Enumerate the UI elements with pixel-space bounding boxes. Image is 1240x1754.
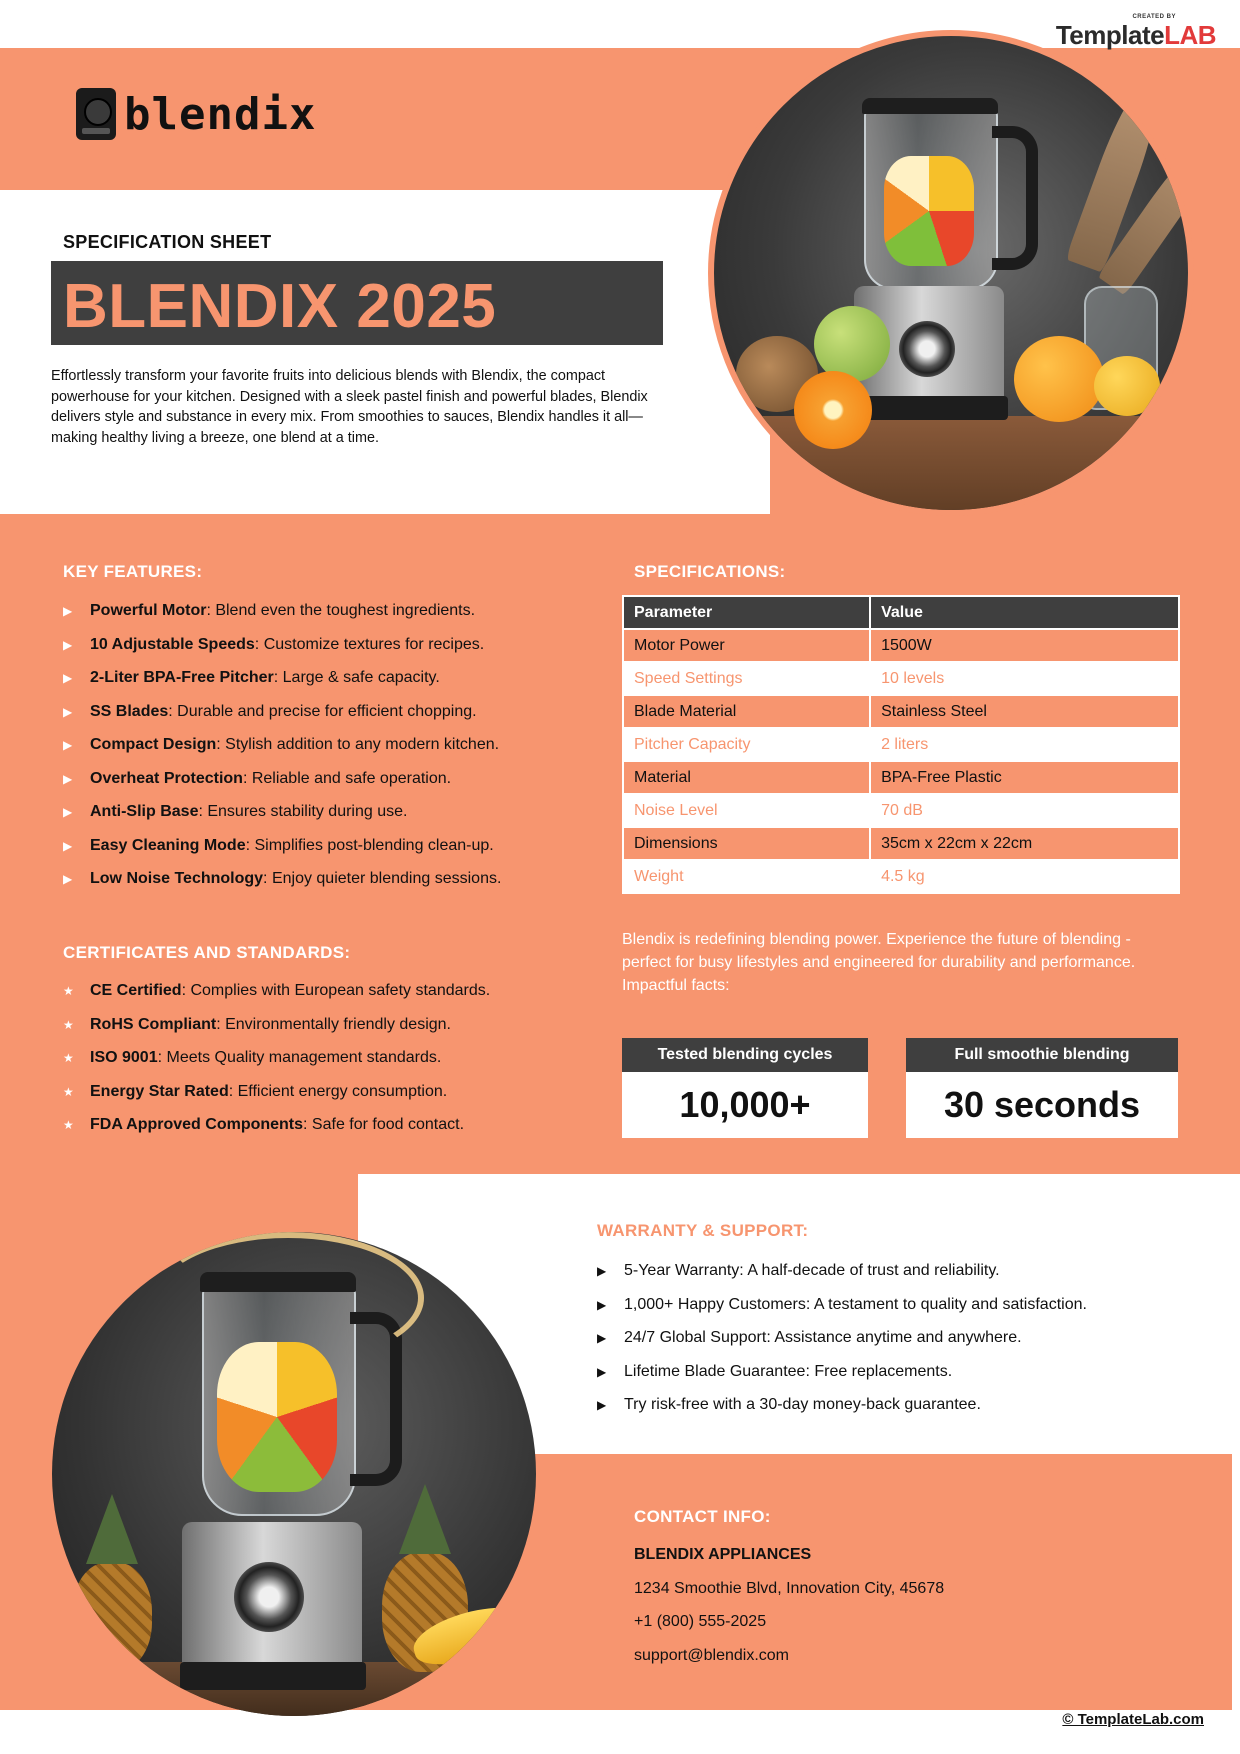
splash-swirl: [152, 1232, 424, 1364]
cert-name: ISO 9001: [90, 1049, 158, 1066]
cert-desc: : Complies with European safety standards.: [181, 982, 491, 999]
feature-desc: : Blend even the toughest ingredients.: [206, 602, 476, 619]
list-item: [597, 1328, 1217, 1362]
sheet-label: SPECIFICATION SHEET: [63, 232, 272, 252]
certificates-list: [63, 981, 583, 1149]
warranty-text: 24/7 Global Support: Assistance anytime and anywhere.: [624, 1329, 1022, 1346]
feature-desc: : Customize textures for recipes.: [254, 635, 485, 653]
cert-desc: : Efficient energy consumption.: [228, 1082, 448, 1100]
value-cell: 10 levels: [870, 662, 1179, 695]
blendix-logo: [76, 88, 316, 140]
table-row: [623, 761, 1179, 794]
contact-company: BLENDIX APPLIANCES: [634, 1546, 812, 1563]
triangle-bullet-icon: ▶: [597, 1297, 607, 1312]
fruit-swirl: [217, 1342, 337, 1492]
value-cell: 1500W: [870, 629, 1179, 662]
cert-name: RoHS Compliant: [90, 1015, 217, 1033]
list-item: [63, 981, 583, 1015]
feature-desc: : Enjoy quieter blending sessions.: [263, 870, 502, 887]
feature-name: Low Noise Technology: [90, 870, 264, 887]
triangle-bullet-icon: ▶: [597, 1364, 607, 1379]
cert-name: Energy Star Rated: [90, 1082, 229, 1100]
feature-desc: : Large & safe capacity.: [273, 669, 440, 686]
blender-logo-icon: [76, 88, 116, 140]
orange-half: [794, 371, 872, 449]
brand-part1: Template: [1055, 20, 1165, 50]
list-item: [597, 1295, 1217, 1329]
triangle-bullet-icon: ▶: [597, 1398, 607, 1412]
stat-value: 10,000+: [622, 1072, 868, 1138]
logo-text: blendix: [124, 88, 317, 140]
stat-card: [906, 1038, 1178, 1138]
feature-name: 2-Liter BPA-Free Pitcher: [90, 669, 274, 686]
triangle-bullet-icon: ▶: [63, 637, 73, 652]
created-by-label: CREATED BY: [1132, 14, 1176, 20]
list-item: [63, 1015, 583, 1049]
value-cell: 35cm x 22cm x 22cm: [870, 827, 1179, 860]
param-cell: Speed Settings: [623, 662, 870, 695]
triangle-bullet-icon: ▶: [63, 738, 73, 752]
templatelab-wordmark: [1056, 20, 1216, 50]
contact-email[interactable]: support@blendix.com: [634, 1646, 789, 1664]
star-bullet-icon: ★: [63, 1118, 74, 1132]
list-item: [63, 836, 583, 870]
kiwi-slice: [1114, 436, 1154, 476]
feature-name: Anti-Slip Base: [90, 803, 199, 820]
templatelab-link[interactable]: © TemplateLab.com: [1062, 1711, 1204, 1728]
table-row: [623, 629, 1179, 662]
intro-text: Effortlessly transform your favorite fruits into delicious blends with Blendix, the compact powerhouse for your kitchen. Designed with a sleek pastel finish and powerful blades, Blendix delivers style and substance in every mix. From smoothies to sauces, Blendix handles it all—making healthy living a breeze, one blend at a time.: [51, 368, 648, 446]
list-item: [63, 635, 583, 669]
feature-desc: : Simplifies post-blending clean-up.: [245, 836, 494, 854]
param-cell: Material: [623, 761, 870, 794]
warranty-heading: WARRANTY & SUPPORT:: [597, 1221, 809, 1240]
stat-card: [622, 1038, 868, 1138]
triangle-bullet-icon: ▶: [597, 1264, 607, 1278]
value-cell: BPA-Free Plastic: [870, 761, 1179, 794]
list-item: [63, 702, 583, 736]
triangle-bullet-icon: ▶: [63, 872, 73, 886]
table-row: [623, 695, 1179, 728]
column-header: Parameter: [623, 596, 870, 629]
star-bullet-icon: ★: [63, 1051, 74, 1065]
blender-dial: [899, 321, 955, 377]
value-cell: Stainless Steel: [870, 695, 1179, 728]
warranty-text: Lifetime Blade Guarantee: Free replacements.: [624, 1362, 953, 1380]
list-item: [63, 869, 583, 903]
stat-caption: Full smoothie blending: [906, 1038, 1178, 1072]
blender-handle: [992, 126, 1038, 270]
cert-desc: : Safe for food contact.: [303, 1116, 465, 1133]
triangle-bullet-icon: ▶: [63, 805, 73, 819]
key-features-heading: KEY FEATURES:: [63, 562, 203, 581]
blender-dial: [234, 1562, 304, 1632]
blender-foot: [180, 1662, 366, 1690]
blending-action-image: [52, 1232, 536, 1716]
feature-name: Easy Cleaning Mode: [90, 836, 246, 854]
orange: [1014, 336, 1104, 422]
table-row: [623, 794, 1179, 827]
feature-name: SS Blades: [90, 702, 169, 720]
lemon: [1094, 356, 1160, 416]
list-item: [597, 1362, 1217, 1396]
hero-blender-image: [708, 30, 1194, 516]
cert-name: CE Certified: [90, 982, 182, 999]
feature-name: 10 Adjustable Speeds: [90, 635, 255, 653]
list-item: [597, 1261, 1217, 1295]
contact-heading: CONTACT INFO:: [634, 1507, 771, 1526]
contact-block: [634, 1545, 1194, 1679]
list-item: [63, 802, 583, 836]
triangle-bullet-icon: ▶: [597, 1331, 607, 1345]
specifications-table: [622, 595, 1180, 894]
title-bar: [51, 261, 663, 345]
list-item: [63, 601, 583, 635]
brand-part2: LAB: [1164, 20, 1216, 50]
param-cell: Dimensions: [623, 827, 870, 860]
blender-foot: [852, 396, 1008, 420]
triangle-bullet-icon: ▶: [63, 838, 73, 853]
value-cell: 70 dB: [870, 794, 1179, 827]
list-item: [63, 769, 583, 803]
stat-value: 30 seconds: [906, 1072, 1178, 1138]
table-row: [623, 827, 1179, 860]
table-header-row: [623, 596, 1179, 629]
contact-right-edge: [1232, 1454, 1240, 1710]
table-row: [623, 662, 1179, 695]
blender-lid: [862, 98, 998, 114]
feature-desc: : Stylish addition to any modern kitchen.: [216, 736, 500, 753]
stat-caption: Tested blending cycles: [622, 1038, 868, 1072]
contact-address: 1234 Smoothie Blvd, Innovation City, 45678: [634, 1579, 945, 1597]
templatelab-logo[interactable]: [1056, 14, 1216, 51]
column-header: Value: [870, 596, 1179, 629]
feature-name: Compact Design: [90, 736, 217, 753]
star-bullet-icon: ★: [63, 1017, 74, 1032]
param-cell: Weight: [623, 860, 870, 893]
param-cell: Noise Level: [623, 794, 870, 827]
list-item: [63, 1082, 583, 1116]
list-item: [597, 1395, 1217, 1429]
list-item: [63, 1048, 583, 1082]
page-title: BLENDIX 2025: [63, 272, 497, 341]
list-item: [63, 1115, 583, 1149]
certificates-heading: CERTIFICATES AND STANDARDS:: [63, 943, 351, 962]
star-bullet-icon: ★: [63, 1084, 74, 1099]
feature-name: Powerful Motor: [90, 602, 207, 619]
warranty-text: 5-Year Warranty: A half-decade of trust and reliability.: [624, 1262, 1000, 1279]
cert-desc: : Meets Quality management standards.: [157, 1049, 442, 1066]
contact-phone[interactable]: +1 (800) 555-2025: [634, 1613, 767, 1630]
list-item: [63, 735, 583, 769]
key-features-list: [63, 601, 583, 903]
param-cell: Motor Power: [623, 629, 870, 662]
triangle-bullet-icon: ▶: [63, 704, 73, 719]
feature-name: Overheat Protection: [90, 769, 243, 787]
feature-desc: : Durable and precise for efficient chopping.: [168, 702, 477, 720]
param-cell: Pitcher Capacity: [623, 728, 870, 761]
feature-desc: : Ensures stability during use.: [198, 803, 408, 820]
fruit-slices: [884, 156, 974, 266]
triangle-bullet-icon: ▶: [63, 604, 73, 618]
pineapple-leaves: [86, 1494, 138, 1564]
specifications-heading: SPECIFICATIONS:: [634, 562, 786, 581]
value-cell: 2 liters: [870, 728, 1179, 761]
table-row: [623, 728, 1179, 761]
facts-text: Blendix is redefining blending power. Experience the future of blending - perfect for busy lifestyles and engineered for durability and performance. Impactful facts:: [622, 931, 1136, 994]
warranty-text: 1,000+ Happy Customers: A testament to quality and satisfaction.: [624, 1295, 1087, 1313]
star-bullet-icon: ★: [63, 984, 74, 998]
triangle-bullet-icon: ▶: [63, 771, 73, 786]
table-row: [623, 860, 1179, 893]
pineapple-leaves: [399, 1484, 451, 1554]
cert-desc: : Environmentally friendly design.: [216, 1015, 451, 1033]
triangle-bullet-icon: ▶: [63, 671, 73, 685]
warranty-list: [597, 1261, 1217, 1429]
feature-desc: : Reliable and safe operation.: [242, 769, 452, 787]
param-cell: Blade Material: [623, 695, 870, 728]
list-item: [63, 668, 583, 702]
value-cell: 4.5 kg: [870, 860, 1179, 893]
cert-name: FDA Approved Components: [90, 1116, 304, 1133]
warranty-text: Try risk-free with a 30-day money-back guarantee.: [624, 1396, 981, 1413]
pineapple: [72, 1562, 152, 1672]
